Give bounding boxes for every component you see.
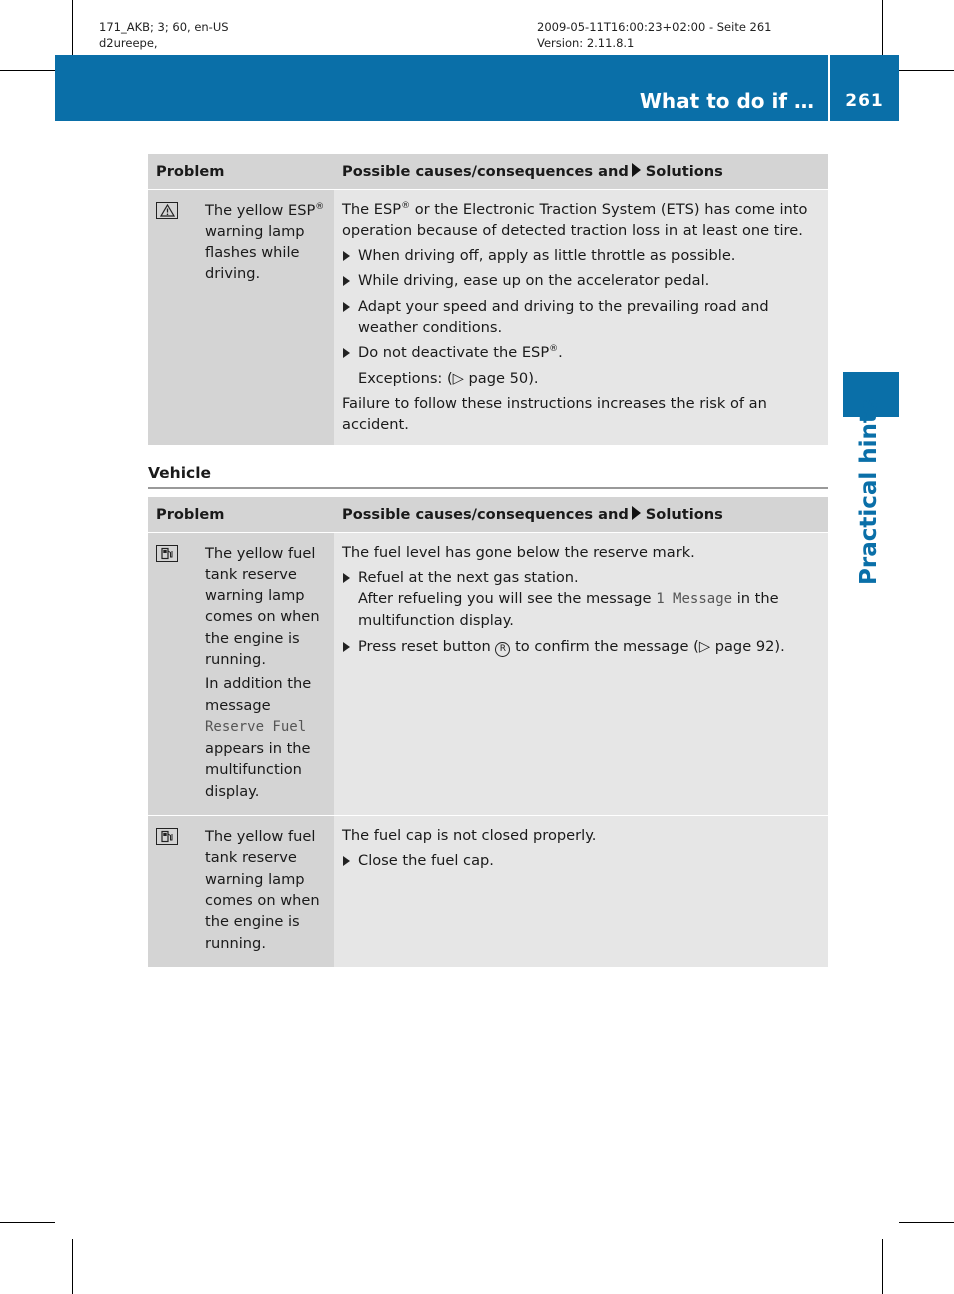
problem-note [205,673,328,802]
step-line [358,588,822,632]
problem-note-a: In addition the message [205,675,312,714]
col-solution-b: Solutions [645,505,723,523]
cause-text: The fuel level has gone below the reserve mark. [342,543,695,561]
col-solution-a: Possible causes/consequences and [342,162,629,180]
cause-text: The fuel cap is not closed properly. [342,827,597,845]
step-text: in the multifunction display. [358,590,779,630]
table-row [148,189,828,445]
meta-line: Version: 2.11.8.1 [537,36,635,50]
display-message: 1 Message [656,591,733,608]
reset-button-icon: R [495,642,510,657]
page-number: 261 [845,91,884,111]
solution-step [342,567,822,632]
crop-mark [72,0,73,55]
problem-note-b: appears in the multifunction display. [205,740,311,800]
problem-cell [148,532,334,816]
table-row [148,816,828,967]
arrow-right-icon [632,163,641,177]
meta-line: 2009-05-11T16:00:23+02:00 - Seite 261 [537,20,772,34]
page-title: What to do if … [639,89,814,113]
col-solution [334,154,828,189]
step-text: After refueling you will see the message [358,590,652,608]
col-problem: Problem [148,497,334,532]
warning-text: Failure to follow these instructions increases the risk of an accident. [342,394,767,434]
problem-text: The yellow ESP® warning lamp flashes while driving. [205,201,325,283]
page-number-box [830,55,899,121]
display-message: Reserve Fuel [205,718,307,735]
side-label: Practical hints [856,398,882,585]
problem-cell [148,816,334,967]
col-solution [334,497,828,532]
solution-step: Adapt your speed and driving to the prevailing road and weather conditions. [342,296,822,339]
solution-step: While driving, ease up on the accelerator pedal. [342,270,822,291]
meta-line: 171_AKB; 3; 60, en-US [99,20,229,34]
crop-mark [72,1239,73,1294]
section-title: Vehicle [148,464,828,489]
print-meta-right [537,19,772,51]
step-text: Press reset button [358,637,491,655]
meta-line: d2ureepe, [99,36,158,50]
fuel-table [148,497,828,967]
table-header [148,154,828,189]
table-header [148,497,828,532]
solution-cell [334,189,828,445]
solution-step [342,636,822,657]
col-solution-b: Solutions [645,162,723,180]
solution-step: Do not deactivate the ESP®. [342,342,822,363]
crop-mark [899,70,954,71]
step-text: to confirm the message (▷ page 92). [515,637,785,655]
solution-step: When driving off, apply as little throttle as possible. [342,245,822,266]
crop-mark [882,0,883,55]
fuel-pump-icon [156,545,178,562]
header-bar [55,55,828,121]
crop-mark [899,1222,954,1223]
solution-cell [334,532,828,816]
problem-text: The yellow fuel tank reserve warning lamp comes on when the engine is running. [205,828,320,952]
problem-text: The yellow fuel tank reserve warning lamp comes on when the engine is running. [205,544,320,668]
print-meta-left [99,19,229,51]
crop-mark [0,1222,55,1223]
step-note: Exceptions: (▷ page 50). [358,369,539,387]
warning-triangle-icon [156,202,178,219]
step-line: Refuel at the next gas station. [358,568,579,586]
solution-step: Close the fuel cap. [342,850,822,871]
problem-cell [148,189,334,445]
esp-table [148,154,828,445]
col-solution-a: Possible causes/consequences and [342,505,629,523]
cause-text: The ESP® or the Electronic Traction System (ETS) has come into operation because of detected traction loss in at least one tire. [342,200,808,239]
solution-cell [334,816,828,967]
fuel-pump-icon [156,828,178,845]
crop-mark [0,70,55,71]
crop-mark [882,1239,883,1294]
col-problem: Problem [148,154,334,189]
arrow-right-icon [632,506,641,520]
table-row [148,532,828,816]
